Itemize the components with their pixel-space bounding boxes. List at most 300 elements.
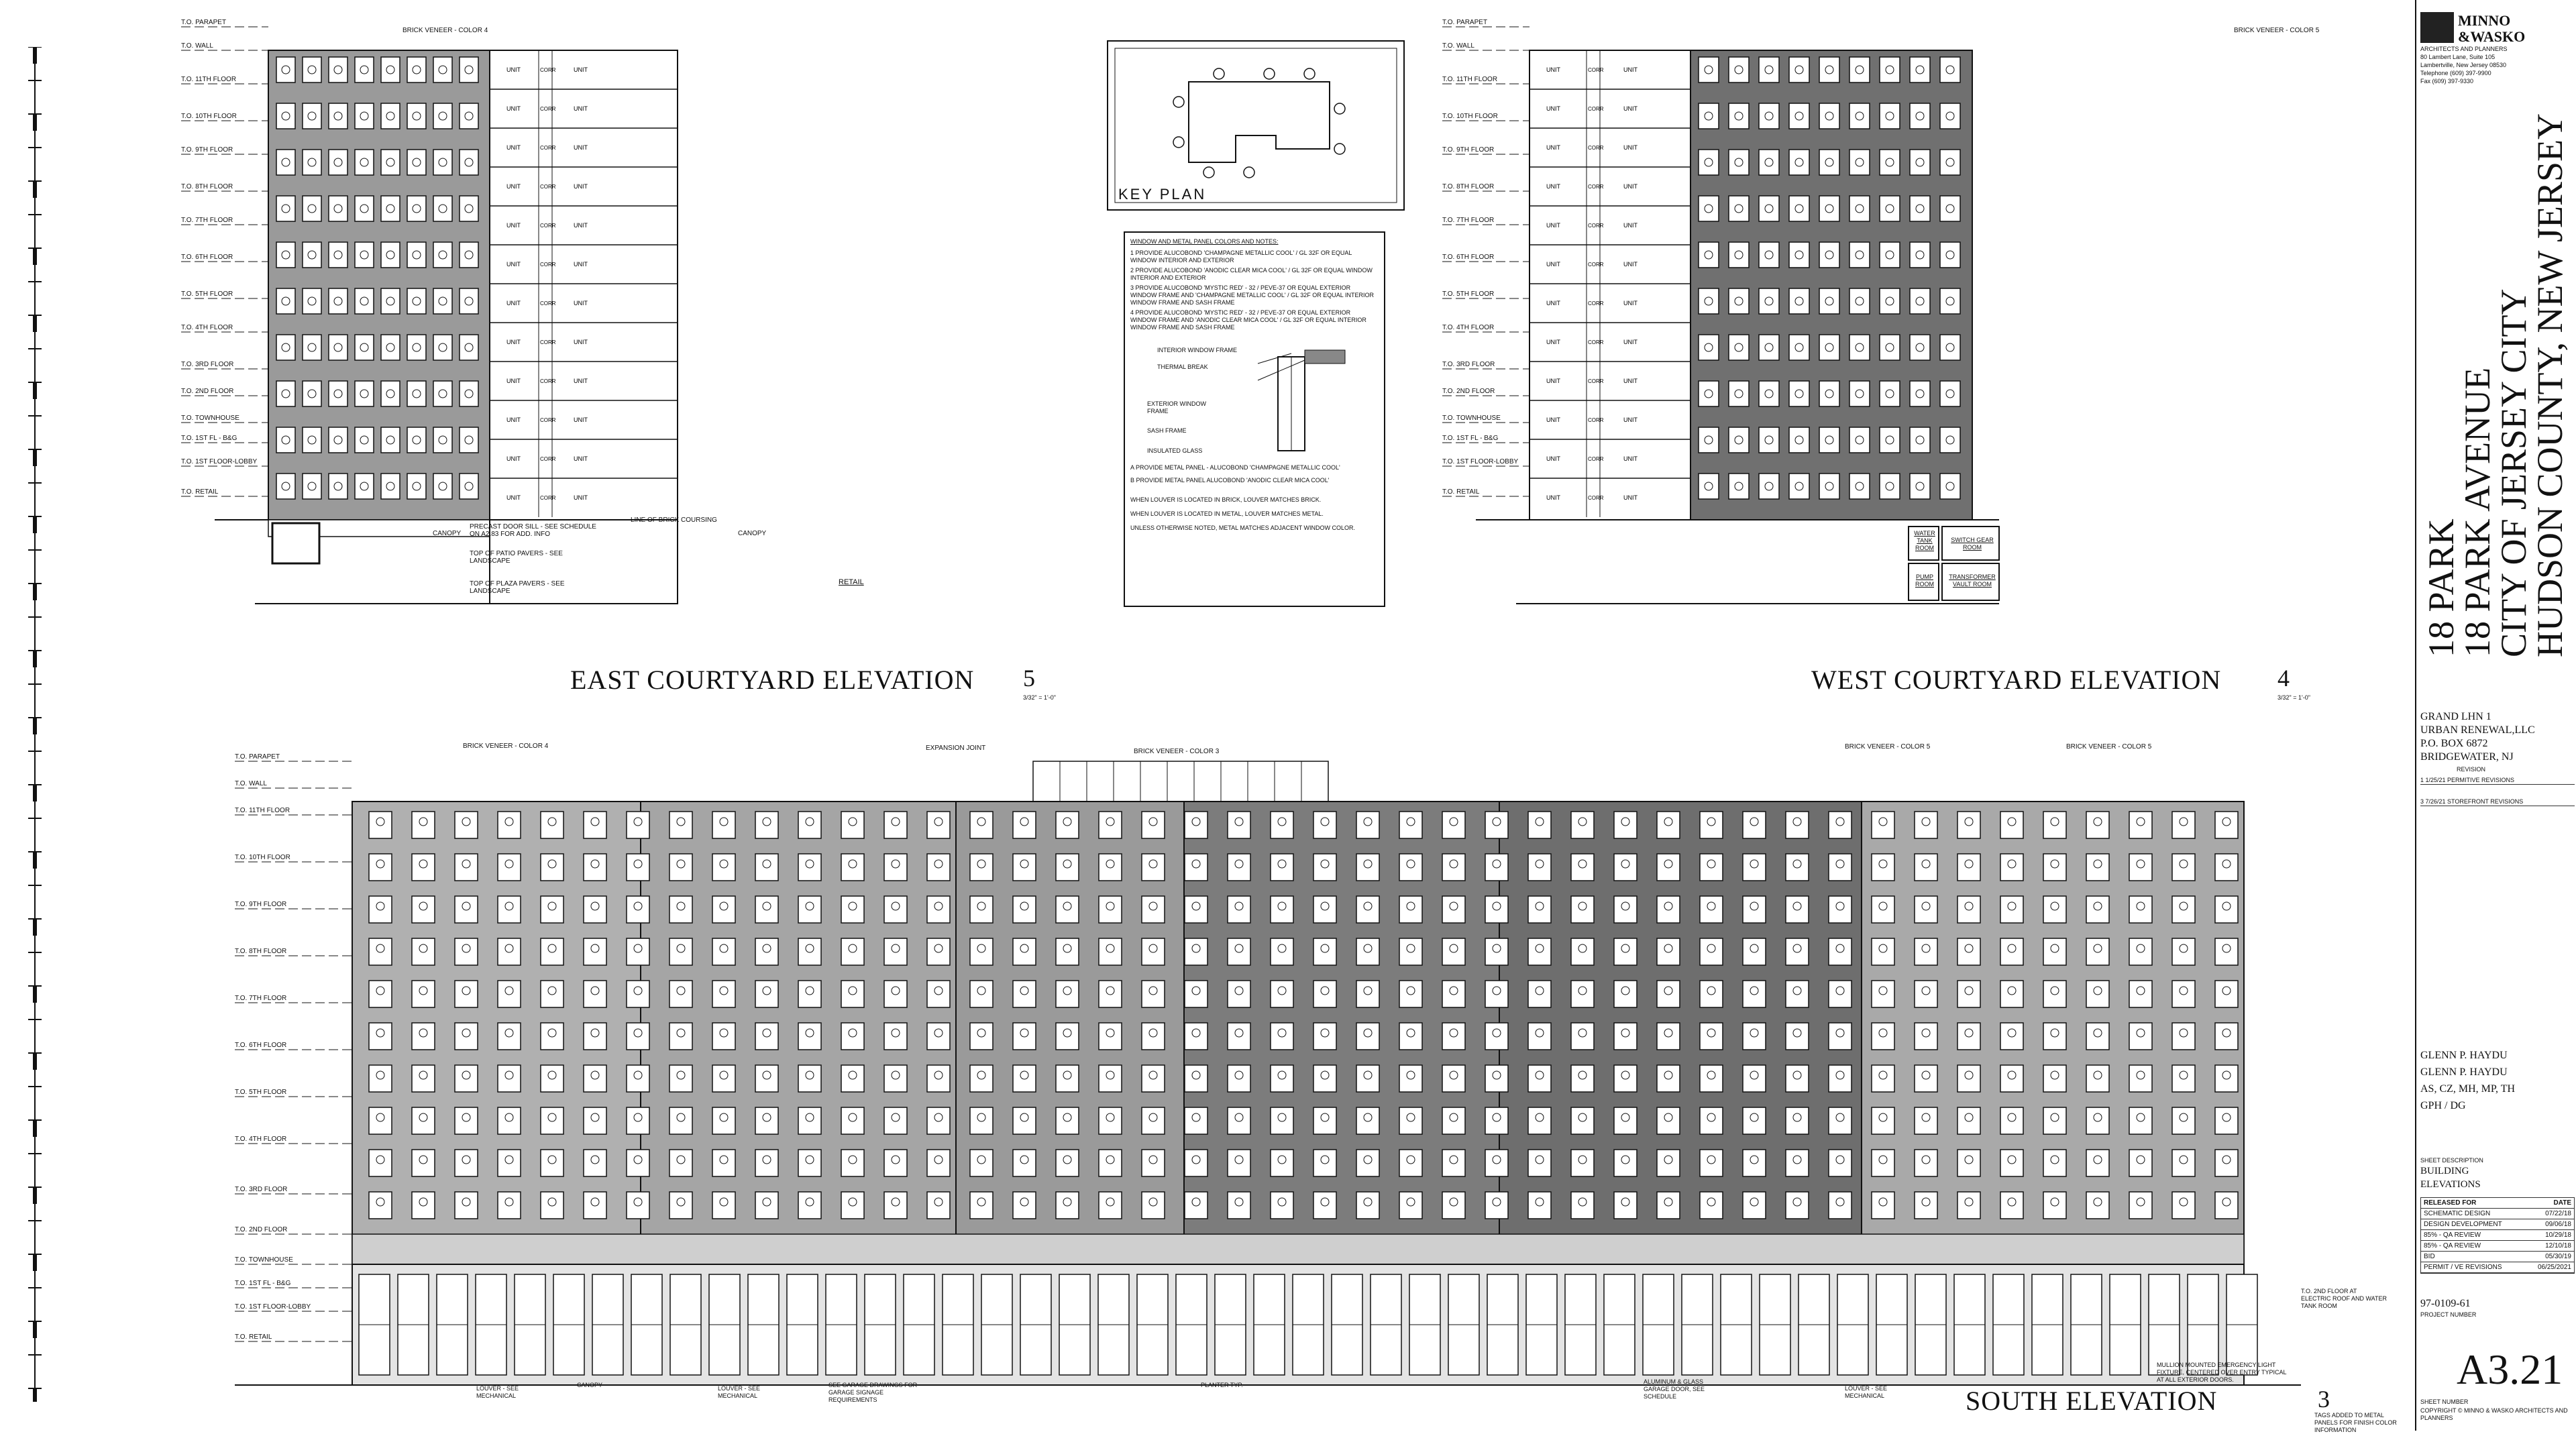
corr-label: CORR [1588,106,1604,112]
window-tag [1922,860,1930,868]
unit-label: UNIT [1546,300,1560,307]
south-brick5b-note: BRICK VENEER - COLOR 5 [2066,743,2152,751]
window-tag [1278,944,1286,952]
window-tag [1063,818,1071,826]
window-tag [1946,158,1954,166]
window-tag [720,987,728,995]
window-tag [1493,1198,1501,1206]
window-tag [1793,1029,1801,1037]
window-tag [1493,944,1501,952]
south-garage-note: SEE GARAGE DRAWINGS FOR GARAGE SIGNAGE REQUIREMENTS [828,1382,918,1403]
window-tag [977,1198,985,1206]
window-tag [439,482,447,490]
window-tag [360,390,368,398]
window-tag [1735,112,1743,120]
window-tag [763,1156,771,1164]
window-tag [806,860,814,868]
window-tag [1922,1029,1930,1037]
window-tag [1750,818,1758,826]
level-label: T.O. 2ND FLOOR [235,1226,288,1233]
window-tag [308,436,316,444]
window-tag [1825,158,1833,166]
window-tag [1946,251,1954,259]
window-tag [1664,1113,1672,1121]
window-tag [1106,1029,1114,1037]
window-tag [1192,987,1200,995]
legend-item-4: 4 PROVIDE ALUCOBOND 'MYSTIC RED' - 32 / PEVE-37 OR EQUAL EXTERIOR WINDOW FRAME AND 'ANODIC CLEAR MICA COOL' / GL 32F OR EQUAL INTERIOR WINDOW FRAME AND SASH FRAME [1130,309,1366,331]
window-tag [282,436,290,444]
east-elevation [154,13,1120,671]
window-tag [334,112,342,120]
window-tag [892,1029,900,1037]
window-tag [2008,818,2016,826]
window-tag [1621,1113,1629,1121]
level-label: T.O. 11TH FLOOR [181,76,237,83]
firm-addr-2: Lambertville, New Jersey 08530 [2420,62,2507,68]
project-line-4: HUDSON COUNTY, NEW JERSEY [2530,113,2570,657]
window-tag [282,390,290,398]
window-tag [1020,1113,1028,1121]
unit-label: UNIT [1623,66,1638,73]
window-tag [548,1071,556,1079]
window-tag [1450,818,1458,826]
window-tag [1621,987,1629,995]
window-tag [1705,390,1713,398]
window-tag [1916,436,1924,444]
detail-exterior: EXTERIOR WINDOW FRAME [1147,400,1206,415]
level-label: T.O. 7TH FLOOR [1442,217,1495,224]
window-tag [360,297,368,305]
east-precast-note: PRECAST DOOR SILL - SEE SCHEDULE ON A2.83 FOR ADD. INFO [470,523,596,538]
window-tag [1578,860,1587,868]
window-tag [1886,390,1894,398]
window-tag [1856,390,1864,398]
window-tag [1278,1156,1286,1164]
released-table [2420,1197,2575,1274]
window-tag [1922,902,1930,910]
revision-heading: REVISION [2457,766,2486,773]
window-tag [1493,1029,1501,1037]
window-tag [1020,1156,1028,1164]
window-tag [1795,436,1803,444]
window-tag [465,112,473,120]
scale-segment [33,919,37,936]
window-tag [1965,1029,1973,1037]
window-tag [763,818,771,826]
window-tag [1916,390,1924,398]
window-tag [1735,158,1743,166]
window-tag [1407,1071,1415,1079]
window-tag [1664,860,1672,868]
window-tag [849,902,857,910]
window-tag [849,860,857,868]
window-tag [1321,1029,1329,1037]
window-tag [413,66,421,74]
window-tag [419,818,427,826]
unit-label: UNIT [506,339,521,345]
south-electric: T.O. 2ND FLOOR AT ELECTRIC ROOF AND WATER TANK ROOM [2301,1288,2387,1309]
window-tag [419,1029,427,1037]
window-tag [1149,1071,1157,1079]
window-tag [1825,66,1833,74]
window-tag [1705,66,1713,74]
window-tag [1735,66,1743,74]
window-tag [1886,482,1894,490]
window-tag [2137,902,2145,910]
window-tag [1916,205,1924,213]
window-tag [386,390,394,398]
unit-label: UNIT [1623,378,1638,384]
window-tag [1149,987,1157,995]
window-tag [1765,297,1773,305]
window-tag [677,987,685,995]
window-tag [439,343,447,351]
window-tag [2008,1071,2016,1079]
unit-label: UNIT [1546,144,1560,151]
window-tag [465,205,473,213]
window-tag [413,297,421,305]
south-louver-1: LOUVER - SEE MECHANICAL [476,1385,519,1399]
window-tag [1536,902,1544,910]
window-tag [1493,818,1501,826]
firm-fax: Fax (609) 397-9330 [2420,78,2474,85]
window-tag [376,1071,384,1079]
window-tag [1407,902,1415,910]
window-tag [1836,944,1844,952]
window-tag [2051,944,2059,952]
window-tag [334,297,342,305]
window-tag [1020,987,1028,995]
window-tag [634,1071,642,1079]
unit-label: UNIT [574,494,588,501]
window-tag [1825,112,1833,120]
window-tag [2180,818,2188,826]
window-tag [2180,1156,2188,1164]
unit-label: UNIT [1623,494,1638,501]
window-tag [1795,205,1803,213]
window-tag [934,987,943,995]
firm-tel: Telephone (609) 397-9900 [2420,70,2491,76]
window-tag [677,818,685,826]
window-tag [1063,1198,1071,1206]
level-label: T.O. 9TH FLOOR [1442,146,1495,154]
window-tag [806,1113,814,1121]
detail-thermal: THERMAL BREAK [1157,364,1208,370]
corr-label: CORR [1588,378,1604,384]
window-tag [2137,1113,2145,1121]
title-block [2415,0,2576,1431]
window-tag [2051,1113,2059,1121]
scale-segment [33,47,37,64]
corr-label: CORR [540,495,556,501]
window-tag [849,987,857,995]
window-tag [1235,944,1243,952]
window-tag [462,860,470,868]
window-tag [1536,1029,1544,1037]
window-tag [1765,158,1773,166]
key-plan-label: KEY PLAN [1118,186,1207,203]
window-tag [386,205,394,213]
window-tag [1705,158,1713,166]
window-tag [1856,112,1864,120]
firm-name-1: MINNO [2458,12,2511,29]
window-tag [376,1198,384,1206]
window-tag [1886,436,1894,444]
window-tag [360,436,368,444]
corr-label: CORR [1588,456,1604,462]
level-label: T.O. 11TH FLOOR [1442,76,1498,83]
level-label: T.O. 9TH FLOOR [181,146,233,154]
window-tag [1856,66,1864,74]
window-tag [1765,343,1773,351]
window-tag [2222,1071,2231,1079]
window-tag [763,1113,771,1121]
window-tag [1450,1071,1458,1079]
window-tag [308,251,316,259]
south-tags: TAGS ADDED TO METAL PANELS FOR FINISH COLOR INFORMATION [2314,1412,2397,1433]
window-tag [2094,944,2102,952]
window-tag [1922,1198,1930,1206]
window-tag [2008,987,2016,995]
checked-by: GPH / DG [2420,1100,2466,1111]
window-tag [505,1198,513,1206]
client-1: GRAND LHN 1 [2420,711,2491,722]
window-tag [462,1198,470,1206]
unit-label: UNIT [1546,378,1560,384]
window-tag [2180,987,2188,995]
unit-label: UNIT [506,300,521,307]
window-tag [439,390,447,398]
window-tag [1965,1156,1973,1164]
window-tag [1965,1198,1973,1206]
scale-segment [33,852,37,869]
legend-item-2: 2 PROVIDE ALUCOBOND 'ANODIC CLEAR MICA COOL' / GL 32F OR EQUAL WINDOW INTERIOR AND EXTERIOR [1130,267,1373,281]
south-alum-door: ALUMINUM & GLASS GARAGE DOOR, SEE SCHEDULE [1644,1378,1705,1400]
window-tag [1836,1113,1844,1121]
window-tag [386,436,394,444]
west-brick-note: BRICK VENEER - COLOR 5 [2234,27,2320,34]
corr-label: CORR [540,417,556,423]
south-louver-3: LOUVER - SEE MECHANICAL [1845,1385,1888,1399]
level-label: T.O. 1ST FL - B&G [235,1280,291,1287]
window-tag [386,297,394,305]
window-tag [1879,1029,1887,1037]
window-tag [1879,1198,1887,1206]
scale-segment [33,315,37,332]
window-tag [1020,860,1028,868]
unit-label: UNIT [506,494,521,501]
released-date: 12/10/18 [2545,1242,2571,1250]
window-tag [1946,112,1954,120]
released-date: 07/22/18 [2545,1210,2571,1217]
window-tag [1705,251,1713,259]
window-tag [334,66,342,74]
window-tag [462,944,470,952]
unit-label: UNIT [574,66,588,73]
window-tag [465,436,473,444]
window-tag [1020,1071,1028,1079]
window-tag [1856,482,1864,490]
window-tag [2222,944,2231,952]
window-tag [282,112,290,120]
window-tag [439,297,447,305]
window-tag [2094,860,2102,868]
window-tag [1450,902,1458,910]
window-tag [2222,1198,2231,1206]
window-tag [1106,1113,1114,1121]
unit-label: UNIT [1546,183,1560,190]
window-tag [1621,1156,1629,1164]
window-tag [1578,1156,1587,1164]
window-tag [1235,1113,1243,1121]
window-tag [591,860,599,868]
window-tag [1407,818,1415,826]
window-tag [591,987,599,995]
revision-2: 3 7/26/21 STOREFRONT REVISIONS [2420,798,2575,806]
window-tag [1965,944,1973,952]
window-tag [1886,112,1894,120]
window-tag [386,112,394,120]
window-tag [1063,987,1071,995]
window-tag [1707,1113,1715,1121]
window-tag [934,944,943,952]
scale-segment [33,248,37,265]
window-tag [419,1156,427,1164]
level-label: T.O. 2ND FLOOR [1442,388,1495,395]
window-tag [849,818,857,826]
scale-segment [33,114,37,131]
window-tag [2008,944,2016,952]
level-label: T.O. 2ND FLOOR [181,388,234,395]
unit-label: UNIT [1546,222,1560,229]
window-tag [934,1198,943,1206]
window-tag [1278,902,1286,910]
window-tag [1735,205,1743,213]
south-elevation-number: 3 [2318,1386,2330,1413]
window-tag [1364,860,1372,868]
window-tag [1886,158,1894,166]
window-tag [1965,902,1973,910]
window-tag [1946,343,1954,351]
window-tag [892,1198,900,1206]
window-tag [892,818,900,826]
unit-label: UNIT [574,105,588,112]
scale-segment [33,1187,37,1204]
window-tag [2008,1113,2016,1121]
window-tag [308,158,316,166]
window-tag [1364,902,1372,910]
scale-segment [33,449,37,466]
window-tag [892,860,900,868]
window-tag [1946,390,1954,398]
firm-sub: ARCHITECTS AND PLANNERS [2420,46,2508,52]
corr-label: CORR [1588,262,1604,268]
window-tag [1707,902,1715,910]
window-tag [2051,818,2059,826]
window-tag [462,1156,470,1164]
window-tag [1922,944,1930,952]
unit-label: UNIT [574,339,588,345]
window-tag [1856,297,1864,305]
window-tag [1916,251,1924,259]
window-tag [1765,66,1773,74]
released-item: SCHEMATIC DESIGN [2424,1210,2491,1217]
window-tag [1536,1113,1544,1121]
window-tag [413,436,421,444]
window-tag [1922,1113,1930,1121]
legend-panel-a: A PROVIDE METAL PANEL - ALUCOBOND 'CHAMPAGNE METALLIC COOL' [1130,464,1340,471]
window-tag [720,1071,728,1079]
window-tag [505,902,513,910]
window-tag [1705,436,1713,444]
window-tag [462,902,470,910]
unit-label: UNIT [506,183,521,190]
window-tag [419,1198,427,1206]
legend-note-2: WHEN LOUVER IS LOCATED IN METAL, LOUVER MATCHES METAL. [1130,510,1324,517]
window-tag [439,158,447,166]
window-tag [1450,1156,1458,1164]
west-switch-room: SWITCH GEAR ROOM [1951,537,1994,551]
window-tag [282,482,290,490]
unit-label: UNIT [1546,417,1560,423]
window-tag [282,251,290,259]
window-tag [806,902,814,910]
window-tag [2051,902,2059,910]
window-tag [1825,482,1833,490]
window-tag [360,205,368,213]
window-tag [892,987,900,995]
corr-label: CORR [540,223,556,229]
window-tag [1106,944,1114,952]
window-tag [413,482,421,490]
window-tag [934,1029,943,1037]
window-tag [677,1198,685,1206]
window-tag [548,860,556,868]
corr-label: CORR [540,339,556,345]
window-tag [1364,1113,1372,1121]
window-tag [1493,902,1501,910]
window-tag [892,1071,900,1079]
window-tag [634,944,642,952]
window-tag [1578,902,1587,910]
window-tag [308,112,316,120]
window-tag [2094,1113,2102,1121]
window-tag [1664,818,1672,826]
window-tag [413,205,421,213]
window-tag [1750,1156,1758,1164]
level-label: T.O. 4TH FLOOR [1442,324,1495,331]
window-tag [439,251,447,259]
window-tag [1707,1156,1715,1164]
window-tag [1364,1198,1372,1206]
window-tag [1536,818,1544,826]
window-tag [282,343,290,351]
window-tag [1235,1156,1243,1164]
window-tag [1578,1071,1587,1079]
window-tag [1965,987,1973,995]
window-tag [1149,944,1157,952]
unit-label: UNIT [574,144,588,151]
south-elevation-title: SOUTH ELEVATION [1966,1386,2218,1416]
window-tag [2094,1029,2102,1037]
window-tag [591,1071,599,1079]
window-tag [1664,944,1672,952]
window-tag [334,205,342,213]
window-tag [505,944,513,952]
window-tag [634,860,642,868]
window-tag [419,1113,427,1121]
unit-label: UNIT [506,144,521,151]
